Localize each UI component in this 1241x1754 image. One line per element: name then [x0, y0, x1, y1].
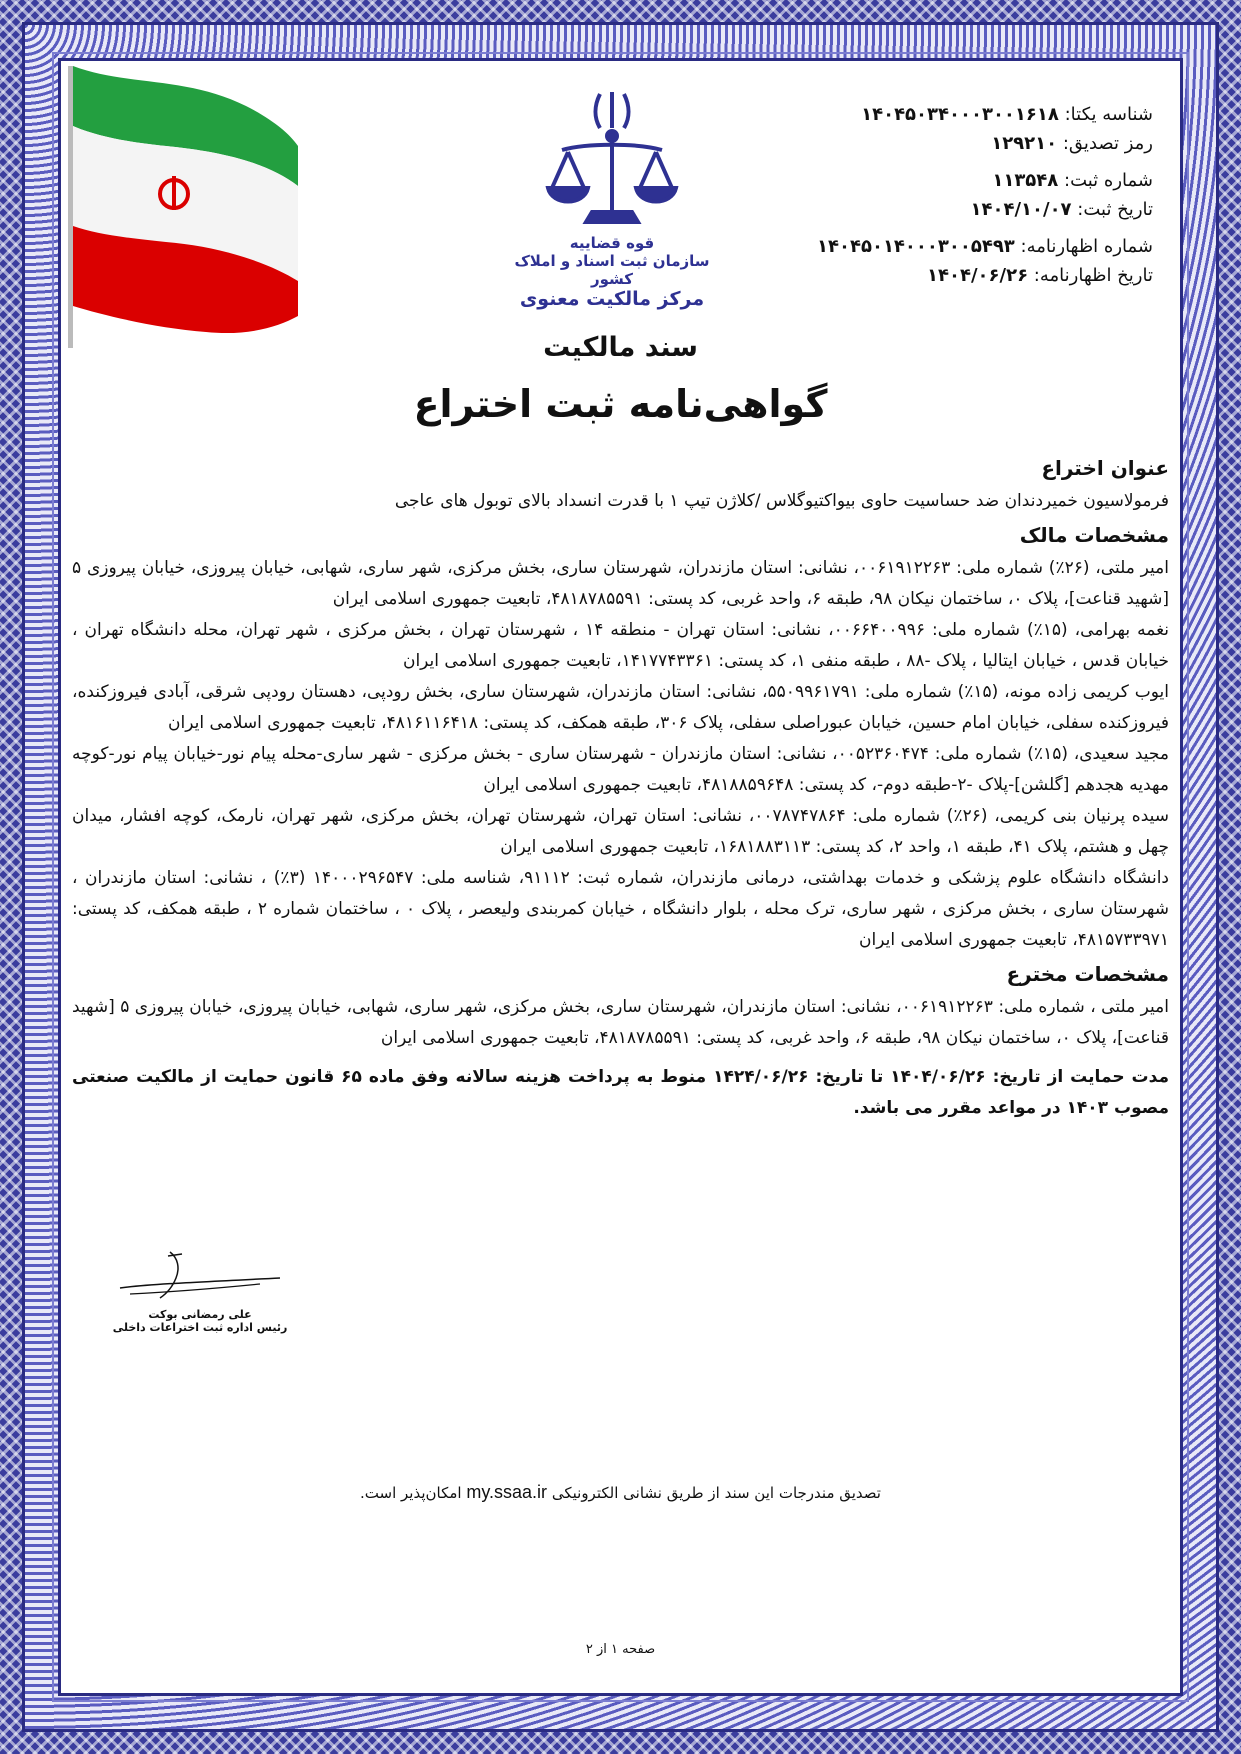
certificate-content: [72, 450, 1169, 1124]
owner-entry: سیده پرنیان بنی کریمی، (۲۶٪) شماره ملی: ۰۰۷۸۷۴۷۸۶۴، نشانی: استان تهران، شهرستان تهران، بخش مرکزی، شهر تهران، نارمک، کوچه افشار، میدان چهل و هشتم، پلاک ۴۱، طبقه ۱، واحد ۲، کد پستی: ۱۶۸۱۸۸۳۱۱۳، تابعیت جمهوری اسلامی ایران: [72, 806, 1169, 857]
signature-block: [100, 1248, 300, 1338]
unique-id-value: ۱۴۰۴۵۰۳۴۰۰۰۳۰۰۱۶۱۸: [861, 104, 1059, 125]
registration-date-value: ۱۴۰۴/۱۰/۰۷: [970, 199, 1072, 220]
verification-text-before: تصدیق مندرجات این سند از طریق نشانی الکترونیکی: [551, 1484, 881, 1502]
declaration-number-row: [713, 232, 1153, 261]
verification-note: [0, 1482, 1241, 1503]
signatory-name: علی رمضانی بوکت: [148, 1308, 252, 1321]
registration-date-row: [713, 195, 1153, 224]
verification-code-value: ۱۲۹۲۱۰: [991, 133, 1058, 154]
page-number: صفحه ۱ از ۲: [585, 1642, 656, 1657]
invention-title-heading: عنوان اختراع: [1041, 456, 1169, 480]
registration-number-label: شماره ثبت:: [1064, 170, 1153, 191]
inventor-entry: امیر ملتی ، شماره ملی: ۰۰۶۱۹۱۲۲۶۳، نشانی: استان مازندران، شهرستان ساری، بخش مرکزی، شهر ساری، شهابی، خیابان پیروزی، خیابان پیروزی ۵ [شهید قناعت]، پلاک ۰، ساختمان نیکان ۹۸، طبقه ۶، واحد غربی، کد پستی: ۴۸۱۸۷۸۵۵۹۱، تابعیت جمهوری اسلامی ایران: [72, 997, 1169, 1048]
signatory-title: رئیس اداره ثبت اختراعات داخلی: [112, 1321, 288, 1334]
verification-text-after: امکان‌پذیر است.: [360, 1484, 462, 1502]
owners-heading: مشخصات مالک: [1019, 523, 1169, 547]
unique-id-label: شناسه یکتا:: [1064, 104, 1153, 125]
document-subtitle: سند مالکیت: [543, 332, 698, 363]
judiciary-emblem: [512, 88, 712, 308]
owner-entry: امیر ملتی، (۲۶٪) شماره ملی: ۰۰۶۱۹۱۲۲۶۳، نشانی: استان مازندران، شهرستان ساری، بخش مرکزی، شهر ساری، شهابی، خیابان پیروزی، خیابان پیروزی ۵ [شهید قناعت]، پلاک ۰، ساختمان نیکان ۹۸، طبقه ۶، واحد غربی، کد پستی: ۴۸۱۸۷۸۵۵۹۱، تابعیت جمهوری اسلامی ایران: [72, 558, 1169, 609]
declaration-date-row: [713, 261, 1153, 290]
owner-entry: مجید سعیدی، (۱۵٪) شماره ملی: ۰۰۵۲۳۶۰۴۷۴، نشانی: استان مازندران - شهرستان ساری - بخش مرکزی - شهر ساری-محله پیام نور-خیابان پیام نور-کوچه مهدیه هجدهم [گلشن]-پلاک -۲-طبقه دوم-، کد پستی: ۴۸۱۸۸۵۹۶۴۸، تابعیت جمهوری اسلامی ایران: [72, 744, 1169, 795]
protection-period: مدت حمایت از تاریخ: ۱۴۰۴/۰۶/۲۶ تا تاریخ: ۱۴۲۴/۰۶/۲۶ منوط به پرداخت هزینه سالانه وفق ماده ۶۵ قانون حمایت از مالکیت صنعتی مصوب ۱۴۰۳ در مواعد مقرر می باشد.: [72, 1067, 1169, 1118]
signature-icon: [110, 1248, 290, 1310]
registration-date-label: تاریخ ثبت:: [1077, 199, 1153, 220]
verification-code-row: [713, 129, 1153, 158]
declaration-number-label: شماره اظهارنامه:: [1020, 236, 1153, 257]
unique-id-row: [713, 100, 1153, 129]
emblem-line-2: سازمان ثبت اسناد و املاک کشور: [514, 252, 710, 288]
owner-entry: دانشگاه دانشگاه علوم پزشکی و خدمات بهداشتی، درمانی مازندران، شماره ثبت: ۹۱۱۱۲، شناسه ملی: ۱۴۰۰۰۲۹۶۵۴۷ (۳٪) ، نشانی: استان مازندران ، شهرستان ساری ، بخش مرکزی ، شهر ساری، ترک محله ، بلوار دانشگاه ، خیابان کمربندی ولیعصر ، پلاک ۰ ، ساختمان شماره ۲ ، طبقه همکف، کد پستی: ۴۸۱۵۷۳۳۹۷۱، تابعیت جمهوری اسلامی ایران: [72, 868, 1170, 950]
registration-number-row: [713, 166, 1153, 195]
emblem-line-3: مرکز مالکیت معنوی: [519, 288, 705, 310]
declaration-date-value: ۱۴۰۴/۰۶/۲۶: [927, 265, 1029, 286]
owner-entry: ایوب کریمی زاده مونه، (۱۵٪) شماره ملی: ۵۵۰۹۹۶۱۷۹۱، نشانی: استان مازندران، شهرستان ساری، بخش رودپی، دهستان رودپی شرقی، آبادی فیروزکنده، فیروزکنده سفلی، خیابان امام حسین، خیابان عبوراصلی سفلی، پلاک ۳۰۶، طبقه همکف، کد پستی: ۴۸۱۶۱۱۶۴۱۸، تابعیت جمهوری اسلامی ایران: [72, 682, 1169, 733]
invention-title-text: فرمولاسیون خمیردندان ضد حساسیت حاوی بیواکتیوگلاس /کلاژن تیپ ۱ با قدرت انسداد بالای توبول های عاجی: [394, 491, 1169, 511]
emblem-line-1: قوه قضاییه: [569, 234, 655, 252]
declaration-date-label: تاریخ اظهارنامه:: [1033, 265, 1153, 286]
inventors-heading: مشخصات مخترع: [1006, 962, 1169, 986]
declaration-number-value: ۱۴۰۴۵۰۱۴۰۰۰۳۰۰۵۴۹۳: [817, 236, 1015, 257]
registration-number-value: ۱۱۳۵۴۸: [992, 170, 1059, 191]
owner-entry: نغمه بهرامی، (۱۵٪) شماره ملی: ۰۰۶۶۴۰۰۹۹۶، نشانی: استان تهران - منطقه ۱۴ ، شهرستان تهران ، بخش مرکزی ، شهر تهران، محله دانشگاه تهران ، خیابان قدس ، خیابان ایتالیا ، پلاک -۸۸ ، طبقه منفی ۱، کد پستی: ۱۴۱۷۷۴۳۳۶۱، تابعیت جمهوری اسلامی ایران: [72, 620, 1169, 671]
verification-site-link[interactable]: my.ssaa.ir: [466, 1482, 548, 1502]
document-title: گواهی‌نامه ثبت اختراع: [413, 382, 828, 426]
scales-of-justice-icon: [542, 88, 682, 228]
document-metadata: [713, 100, 1153, 290]
verification-code-label: رمز تصدیق:: [1062, 133, 1153, 154]
iran-flag-icon: [66, 66, 298, 348]
